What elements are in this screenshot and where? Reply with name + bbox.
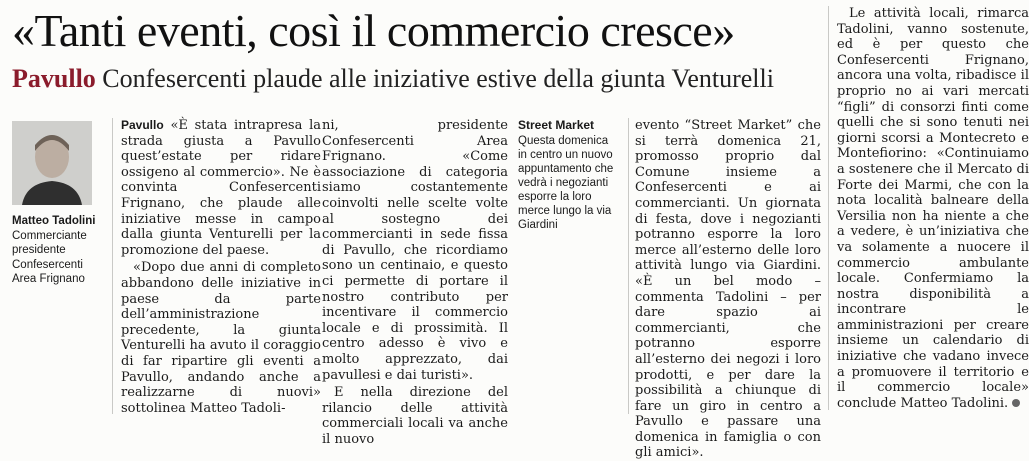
subhead-text: Confesercenti plaude alle iniziative estive della giunta Venturelli bbox=[102, 64, 774, 93]
paragraph: E nella direzione del rilancio delle attività commerciali locali va anche il nuovo bbox=[322, 385, 508, 447]
author-name: Matteo Tadolini bbox=[12, 215, 96, 227]
kicker-location: Pavullo bbox=[12, 64, 96, 93]
column-4 bbox=[628, 118, 821, 461]
author-caption bbox=[12, 214, 107, 287]
paragraph-text: «È stata intrapresa la strada giusta a Pavullo quest’estate per ridare ossigeno al commercio». Ne è convinta Confesercenti Frignano, che plaude alle iniziative messe in campo dalla giunta Venturelli per la promozione del paese. bbox=[121, 118, 321, 258]
end-mark-icon bbox=[1012, 399, 1020, 407]
paragraph-text: Le attività locali, rimarca Tadolini, vanno sostenute, ed è per questo che Confesercenti Frignano, ancora una volta, ribadisce il proprio no ai vari mercati “figli” di consorzi finti come quelli che si sono tenuti nei giorni scorsi a Montecreto e Montefiorino: «Continuiamo a sostenere che il Mercato di Forte dei Marmi, che con la nota località balneare della Versilia non ha niente a che a vedere, è un’iniziativa che va solamente a nuocere il commercio ambulante locale. Confermiamo la nostra disponibilità a incontrare le amministrazioni per creare insieme un calendario di iniziative che vadano invece a promuovere il territorio e il commercio locale» conclude Matteo Tadolini. bbox=[837, 6, 1029, 411]
paragraph bbox=[837, 6, 1029, 411]
column-5 bbox=[828, 6, 1029, 410]
author-photo bbox=[12, 121, 92, 205]
sidebar-title: Street Market bbox=[518, 118, 595, 132]
author-role: Commerciante presidente Confesercenti Area Frignano bbox=[12, 229, 87, 285]
column-2 bbox=[322, 118, 508, 447]
sidebar-box bbox=[518, 118, 620, 414]
paragraph: evento “Street Market” che si terrà domenica 21, promosso proprio dal Comune insieme a Confesercenti e ai commercianti. Un giornata di festa, dove i negozianti potranno esporre la loro merce all’esterno delle loro attività lungo via Giardini. «È un bel modo – commenta Tadolini – per dare spazio ai commercianti, che potranno esporre all’esterno dei negozi i loro prodotti, e per dare la possibilità a chiunque di fare un giro in centro a Pavullo e passare una domenica in famiglia o con gli amici». bbox=[635, 118, 821, 461]
subheadline bbox=[12, 62, 822, 96]
paragraph: ni, presidente Confesercenti Area Frignano. «Come associazione di categoria siamo costantemente coinvolti nelle scelte volte al sostegno dei commercianti in sede fissa di Pavullo, che ricordiamo sono un centinaio, e questo ci permette di portare il nostro contributo per incentivare il commercio locale e di prossimità. Il centro adesso è vivo e molto apprezzato, dai pavullesi e dai turisti». bbox=[322, 118, 508, 383]
column-1 bbox=[112, 118, 321, 414]
paragraph bbox=[121, 118, 321, 258]
sidebar-text: Questa domenica in centro un nuovo appuntamento che vedrà i negozianti esporre la loro merce lungo la via Giardini bbox=[518, 135, 614, 231]
portrait-image bbox=[12, 121, 92, 205]
paragraph: «Dopo due anni di completo abbandono delle iniziative in paese da parte dell’amministrazione precedente, la giunta Venturelli ha avuto il coraggio di far ripartire gli eventi a Pavullo, andando anche a realizzarne di nuovi» sottolinea Matteo Tadoli- bbox=[121, 260, 321, 416]
lead-location: Pavullo bbox=[121, 118, 164, 132]
headline: «Tanti eventi, così il commercio cresce» bbox=[12, 5, 735, 56]
